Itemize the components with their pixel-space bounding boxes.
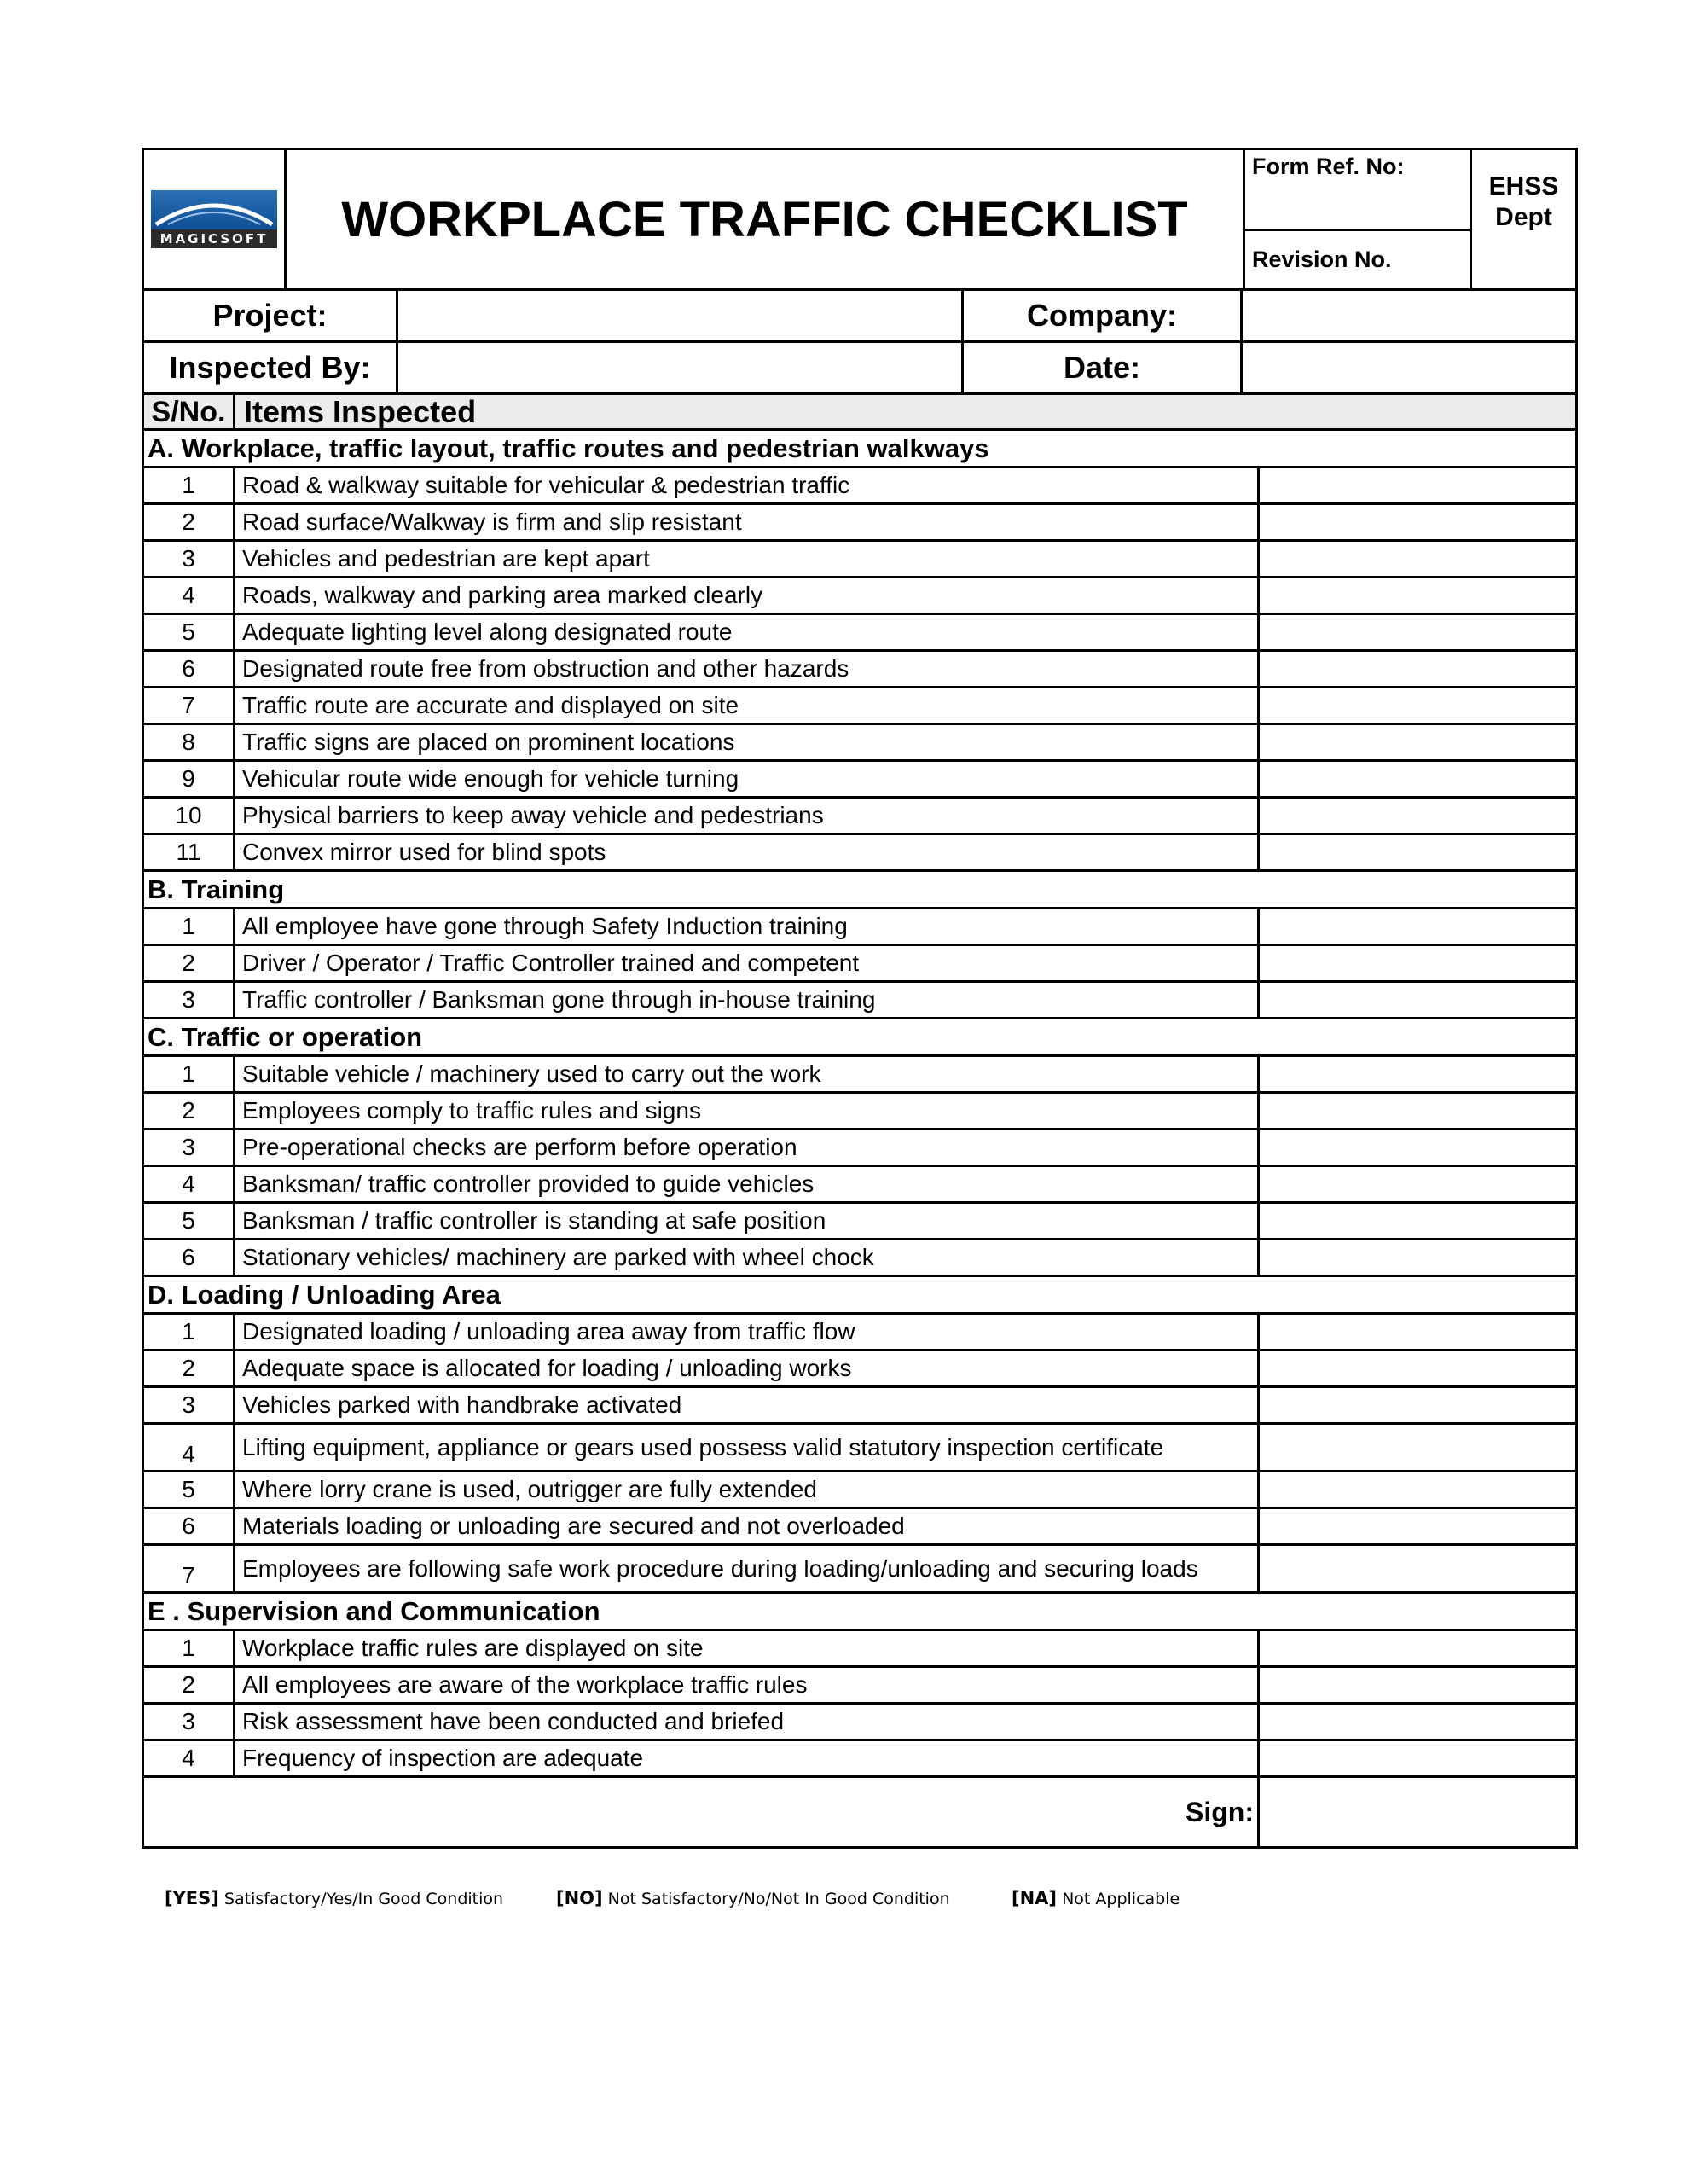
magicsoft-logo xyxy=(151,190,277,248)
table-row xyxy=(143,1130,1577,1166)
legend-yes-code: [YES] xyxy=(165,1888,219,1908)
table-row xyxy=(143,724,1577,761)
response-field[interactable] xyxy=(1259,1203,1577,1240)
item-text: All employee have gone through Safety Induction training xyxy=(235,909,1259,945)
legend-yes xyxy=(165,1888,503,1908)
revision-label: Revision No. xyxy=(1244,230,1471,290)
table-row xyxy=(143,1472,1577,1508)
sign-field[interactable] xyxy=(1259,1777,1577,1848)
item-number: 6 xyxy=(143,1508,235,1545)
response-field[interactable] xyxy=(1259,651,1577,688)
item-number: 4 xyxy=(143,1740,235,1777)
legend-no-text: Not Satisfactory/No/Not In Good Condition xyxy=(607,1890,950,1908)
response-field[interactable] xyxy=(1259,688,1577,724)
table-row xyxy=(143,541,1577,578)
table-row xyxy=(143,1314,1577,1350)
inspected-by-label: Inspected By: xyxy=(143,342,397,394)
item-text: Designated route free from obstruction and other hazards xyxy=(235,651,1259,688)
item-number: 1 xyxy=(143,1056,235,1093)
item-number: 7 xyxy=(143,1545,235,1593)
section-title: D. Loading / Unloading Area xyxy=(143,1276,1577,1314)
table-row xyxy=(143,504,1577,541)
table-row xyxy=(143,651,1577,688)
item-text: Risk assessment have been conducted and briefed xyxy=(235,1704,1259,1740)
item-number: 1 xyxy=(143,1630,235,1667)
item-text: All employees are aware of the workplace traffic rules xyxy=(235,1667,1259,1704)
page-title: WORKPLACE TRAFFIC CHECKLIST xyxy=(286,149,1244,290)
logo-cell xyxy=(143,149,286,290)
table-row xyxy=(143,1508,1577,1545)
item-text: Materials loading or unloading are secured and not overloaded xyxy=(235,1508,1259,1545)
response-field[interactable] xyxy=(1259,1387,1577,1424)
item-text: Adequate space is allocated for loading / unloading works xyxy=(235,1350,1259,1387)
item-text: Pre-operational checks are perform before operation xyxy=(235,1130,1259,1166)
table-row xyxy=(143,798,1577,834)
inspected-by-field[interactable] xyxy=(397,342,963,394)
form-header xyxy=(142,148,1578,291)
item-text: Vehicles and pedestrian are kept apart xyxy=(235,541,1259,578)
response-field[interactable] xyxy=(1259,578,1577,614)
form-ref-label: Form Ref. No: xyxy=(1244,149,1471,230)
table-row xyxy=(143,1166,1577,1203)
table-row xyxy=(143,578,1577,614)
legend-yes-text: Satisfactory/Yes/In Good Condition xyxy=(223,1890,504,1908)
response-field[interactable] xyxy=(1259,1350,1577,1387)
legend-na-code: [NA] xyxy=(1012,1888,1058,1908)
response-field[interactable] xyxy=(1259,541,1577,578)
response-field[interactable] xyxy=(1259,798,1577,834)
table-row xyxy=(143,1203,1577,1240)
table-row xyxy=(143,1704,1577,1740)
item-number: 11 xyxy=(143,834,235,871)
item-text: Traffic route are accurate and displayed on site xyxy=(235,688,1259,724)
item-text: Stationary vehicles/ machinery are parked with wheel chock xyxy=(235,1240,1259,1276)
item-number: 3 xyxy=(143,1130,235,1166)
item-text: Banksman/ traffic controller provided to guide vehicles xyxy=(235,1166,1259,1203)
response-field[interactable] xyxy=(1259,1630,1577,1667)
response-field[interactable] xyxy=(1259,1740,1577,1777)
items-header: Items Inspected xyxy=(235,394,1577,430)
response-field[interactable] xyxy=(1259,1472,1577,1508)
item-number: 1 xyxy=(143,468,235,504)
item-number: 1 xyxy=(143,1314,235,1350)
item-text: Adequate lighting level along designated route xyxy=(235,614,1259,651)
item-number: 3 xyxy=(143,1704,235,1740)
table-row xyxy=(143,614,1577,651)
table-row xyxy=(143,945,1577,982)
response-field[interactable] xyxy=(1259,724,1577,761)
section-header xyxy=(143,430,1577,468)
table-row xyxy=(143,468,1577,504)
company-field[interactable] xyxy=(1242,290,1577,342)
section-title: A. Workplace, traffic layout, traffic routes and pedestrian walkways xyxy=(143,430,1577,468)
response-field[interactable] xyxy=(1259,468,1577,504)
response-field[interactable] xyxy=(1259,614,1577,651)
project-field[interactable] xyxy=(397,290,963,342)
item-number: 4 xyxy=(143,1166,235,1203)
section-title: B. Training xyxy=(143,871,1577,909)
response-field[interactable] xyxy=(1259,982,1577,1019)
table-row xyxy=(143,834,1577,871)
response-field[interactable] xyxy=(1259,945,1577,982)
legend-no xyxy=(556,1888,950,1908)
item-text: Driver / Operator / Traffic Controller trained and competent xyxy=(235,945,1259,982)
table-row xyxy=(143,1093,1577,1130)
date-field[interactable] xyxy=(1242,342,1577,394)
response-field[interactable] xyxy=(1259,1240,1577,1276)
item-text: Vehicular route wide enough for vehicle turning xyxy=(235,761,1259,798)
item-number: 1 xyxy=(143,909,235,945)
item-number: 3 xyxy=(143,541,235,578)
item-number: 6 xyxy=(143,1240,235,1276)
item-number: 7 xyxy=(143,688,235,724)
item-text: Frequency of inspection are adequate xyxy=(235,1740,1259,1777)
legend-no-code: [NO] xyxy=(556,1888,603,1908)
item-number: 2 xyxy=(143,945,235,982)
table-row xyxy=(143,1740,1577,1777)
item-text: Suitable vehicle / machinery used to carry out the work xyxy=(235,1056,1259,1093)
response-field[interactable] xyxy=(1259,1545,1577,1593)
item-number: 10 xyxy=(143,798,235,834)
section-header xyxy=(143,1276,1577,1314)
dept-line2: Dept xyxy=(1495,203,1552,231)
item-number: 9 xyxy=(143,761,235,798)
item-text: Road & walkway suitable for vehicular & pedestrian traffic xyxy=(235,468,1259,504)
dept-line1: EHSS xyxy=(1488,172,1559,200)
item-number: 2 xyxy=(143,1093,235,1130)
response-field[interactable] xyxy=(1259,1424,1577,1472)
table-row xyxy=(143,1667,1577,1704)
response-field[interactable] xyxy=(1259,1093,1577,1130)
item-number: 3 xyxy=(143,982,235,1019)
item-number: 2 xyxy=(143,504,235,541)
item-text: Traffic controller / Banksman gone through in-house training xyxy=(235,982,1259,1019)
logo-arc-icon xyxy=(151,190,277,229)
item-text: Banksman / traffic controller is standing at safe position xyxy=(235,1203,1259,1240)
item-number: 3 xyxy=(143,1387,235,1424)
section-header xyxy=(143,1593,1577,1630)
item-text: Vehicles parked with handbrake activated xyxy=(235,1387,1259,1424)
item-text: Convex mirror used for blind spots xyxy=(235,834,1259,871)
sign-label: Sign: xyxy=(143,1777,1259,1848)
item-number: 5 xyxy=(143,614,235,651)
table-row xyxy=(143,1350,1577,1387)
logo-text: MAGICSOFT xyxy=(151,229,277,248)
sign-row xyxy=(143,1777,1577,1848)
response-field[interactable] xyxy=(1259,834,1577,871)
checklist-body xyxy=(143,394,1577,1848)
item-text: Employees comply to traffic rules and signs xyxy=(235,1093,1259,1130)
legend-na-text: Not Applicable xyxy=(1062,1890,1180,1908)
table-row xyxy=(143,982,1577,1019)
response-field[interactable] xyxy=(1259,1667,1577,1704)
item-text: Where lorry crane is used, outrigger are fully extended xyxy=(235,1472,1259,1508)
response-field[interactable] xyxy=(1259,1704,1577,1740)
table-row xyxy=(143,688,1577,724)
response-field[interactable] xyxy=(1259,1314,1577,1350)
section-header xyxy=(143,871,1577,909)
response-field[interactable] xyxy=(1259,1166,1577,1203)
item-number: 2 xyxy=(143,1350,235,1387)
item-number: 5 xyxy=(143,1203,235,1240)
response-field[interactable] xyxy=(1259,761,1577,798)
item-text: Workplace traffic rules are displayed on site xyxy=(235,1630,1259,1667)
table-row xyxy=(143,1240,1577,1276)
item-text: Employees are following safe work procedure during loading/unloading and securing loads xyxy=(235,1545,1259,1593)
table-row xyxy=(143,1630,1577,1667)
table-row xyxy=(143,909,1577,945)
item-text: Traffic signs are placed on prominent locations xyxy=(235,724,1259,761)
item-text: Designated loading / unloading area away from traffic flow xyxy=(235,1314,1259,1350)
table-row xyxy=(143,1424,1577,1472)
date-label: Date: xyxy=(963,342,1242,394)
table-row xyxy=(143,761,1577,798)
response-field[interactable] xyxy=(1259,1056,1577,1093)
table-row xyxy=(143,1545,1577,1593)
item-number: 6 xyxy=(143,651,235,688)
item-text: Road surface/Walkway is firm and slip resistant xyxy=(235,504,1259,541)
item-number: 2 xyxy=(143,1667,235,1704)
dept-cell xyxy=(1471,149,1577,290)
project-label: Project: xyxy=(143,290,397,342)
item-number: 5 xyxy=(143,1472,235,1508)
section-header xyxy=(143,1019,1577,1056)
item-text: Physical barriers to keep away vehicle and pedestrians xyxy=(235,798,1259,834)
item-number: 4 xyxy=(143,1424,235,1472)
legend-na xyxy=(1012,1888,1180,1908)
table-row xyxy=(143,1387,1577,1424)
company-label: Company: xyxy=(963,290,1242,342)
section-title: E . Supervision and Communication xyxy=(143,1593,1577,1630)
response-field[interactable] xyxy=(1259,1130,1577,1166)
table-row xyxy=(143,1056,1577,1093)
item-text: Roads, walkway and parking area marked clearly xyxy=(235,578,1259,614)
item-number: 4 xyxy=(143,578,235,614)
response-field[interactable] xyxy=(1259,1508,1577,1545)
section-title: C. Traffic or operation xyxy=(143,1019,1577,1056)
response-field[interactable] xyxy=(1259,504,1577,541)
info-block xyxy=(142,288,1578,395)
column-header-row xyxy=(143,394,1577,430)
checklist-form xyxy=(142,148,1578,1849)
response-field[interactable] xyxy=(1259,909,1577,945)
checklist-table xyxy=(142,392,1578,1849)
item-text: Lifting equipment, appliance or gears used possess valid statutory inspection certificate xyxy=(235,1424,1259,1472)
sno-header: S/No. xyxy=(143,394,235,430)
item-number: 8 xyxy=(143,724,235,761)
